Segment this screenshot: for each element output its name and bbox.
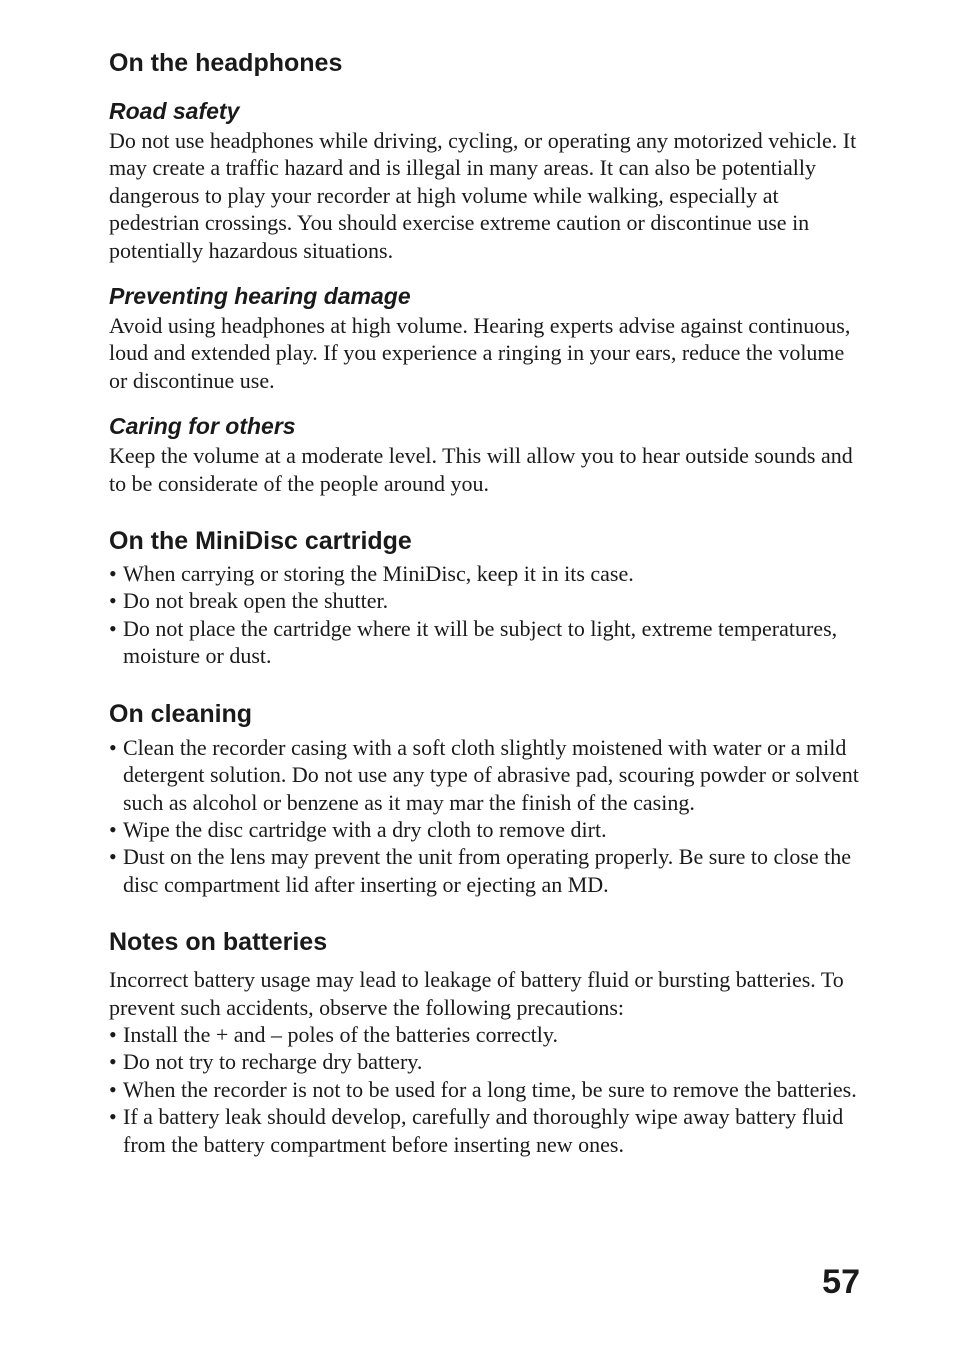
- paragraph-caring-for-others: Keep the volume at a moderate level. This will allow you to hear outside sounds and to be considerate of the people around you.: [109, 443, 853, 496]
- paragraph-batteries-intro: Incorrect battery usage may lead to leakage of battery fluid or bursting batteries. To prevent such accidents, observe the following precautions:: [109, 967, 844, 1020]
- list-item: • Install the + and – poles of the batteries correctly.: [109, 1021, 861, 1048]
- page-content: [109, 48, 861, 1158]
- list-item: • Do not break open the shutter.: [109, 587, 861, 614]
- list-item: • If a battery leak should develop, carefully and thoroughly wipe away battery fluid from the battery compartment before inserting new ones.: [109, 1103, 861, 1158]
- list-item: • Do not try to recharge dry battery.: [109, 1048, 861, 1075]
- minidisc-bullet-list: [109, 560, 861, 670]
- subheading-road-safety: Road safety: [109, 98, 240, 124]
- list-item: • Clean the recorder casing with a soft cloth slightly moistened with water or a mild detergent solution. Do not use any type of abrasive pad, scouring powder or solvent such as alcohol or benzene as it may mar the finish of the casing.: [109, 734, 861, 816]
- batteries-bullet-list: [109, 1021, 861, 1158]
- subheading-hearing-damage: Preventing hearing damage: [109, 283, 411, 310]
- subheading-caring-for-others: Caring for others: [109, 413, 296, 440]
- section-heading-minidisc: On the MiniDisc cartridge: [109, 527, 412, 556]
- list-item: • Do not place the cartridge where it will be subject to light, extreme temperatures, moisture or dust.: [109, 615, 861, 670]
- paragraph-road-safety: Do not use headphones while driving, cycling, or operating any motorized vehicle. It may create a traffic hazard and is illegal in many areas. It can also be potentially dangerous to play your recorder at high volume while walking, especially at pedestrian crossings. You should exercise extreme caution or discontinue use in potentially hazardous situations.: [109, 128, 857, 263]
- cleaning-bullet-list: [109, 734, 861, 898]
- page-number: 57: [822, 1263, 860, 1301]
- section-heading-headphones: On the headphones: [109, 49, 343, 77]
- list-item: • Wipe the disc cartridge with a dry cloth to remove dirt.: [109, 816, 861, 843]
- paragraph-hearing-damage: Avoid using headphones at high volume. Hearing experts advise against continuous, loud and extended play. If you experience a ringing in your ears, reduce the volume or discontinue use.: [109, 313, 851, 393]
- list-item: • Dust on the lens may prevent the unit from operating properly. Be sure to close the disc compartment lid after inserting or ejecting an MD.: [109, 843, 861, 898]
- section-heading-cleaning: On cleaning: [109, 699, 253, 728]
- section-heading-batteries: Notes on batteries: [109, 928, 328, 957]
- list-item: • When the recorder is not to be used for a long time, be sure to remove the batteries.: [109, 1076, 861, 1103]
- list-item: • When carrying or storing the MiniDisc, keep it in its case.: [109, 560, 861, 587]
